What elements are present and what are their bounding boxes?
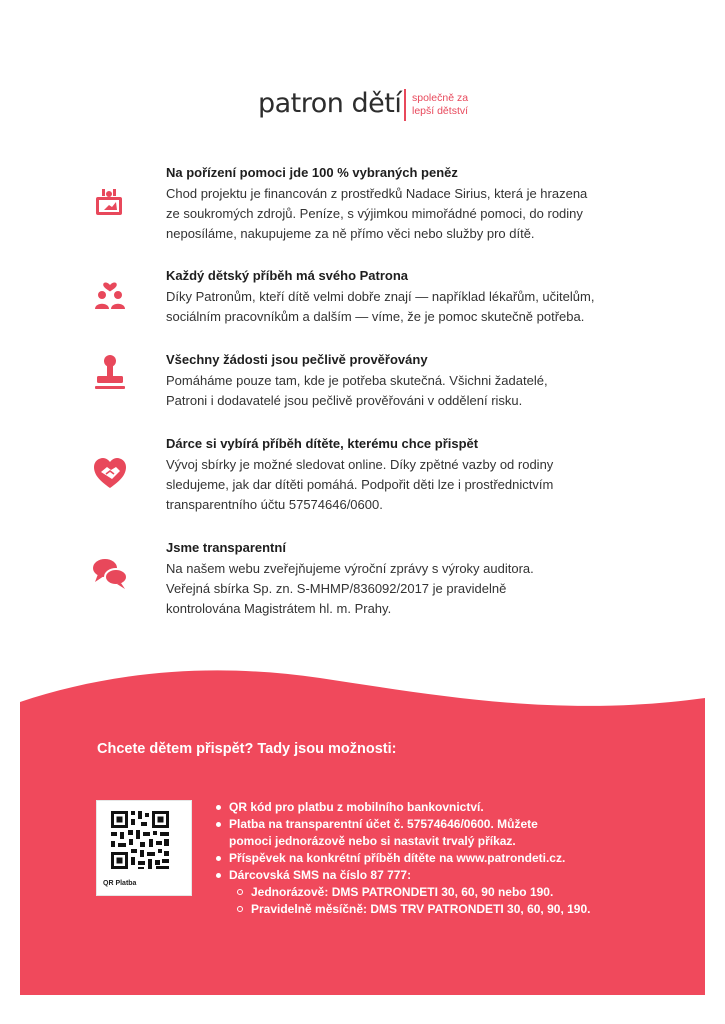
text-line: kontrolována Magistrátem hl. m. Prahy. — [166, 601, 392, 616]
text-line: Patroni i dodavatelé jsou pečlivě prověřováni v oddělení risku. — [166, 393, 523, 408]
qr-label: QR Platba — [103, 880, 137, 887]
feature-patron-text — [166, 287, 686, 327]
text-line: neposíláme, nakupujeme za ně přímo věci nebo služby pro dítě. — [166, 226, 535, 241]
speech-bubbles-icon — [90, 553, 130, 593]
feature-funding-title: Na pořízení pomoci jde 100 % vybraných peněz — [166, 165, 458, 180]
text-line: Pomáháme pouze tam, kde je potřeba skutečná. Všichni žadatelé, — [166, 373, 548, 388]
text-line: sociálním pracovníkům a dalším — víme, že je pomoc skutečně potřeba. — [166, 309, 585, 324]
heart-handshake-icon — [90, 452, 130, 492]
feature-verified-text — [166, 371, 686, 411]
logo-tagline-line-2: lepší dětství — [412, 105, 469, 117]
text-line: sledujeme, jak dar dítěti pomáhá. Podpořit děti lze i prostřednictvím — [166, 477, 554, 492]
feature-patron-title: Každý dětský příběh má svého Patrona — [166, 268, 409, 283]
donate-title: Chcete dětem přispět? Tady jsou možnosti: — [97, 741, 397, 757]
option-sms: Dárcovská SMS na číslo 87 777: — [213, 867, 693, 884]
feature-donor-choice-title: Dárce si vybírá příběh dítěte, kterému chce přispět — [166, 436, 479, 451]
option-transfer-cont: pomoci jednorázově nebo si nastavit trvalý příkaz. — [229, 834, 516, 848]
logo-divider — [404, 89, 406, 121]
option-transfer: Platba na transparentní účet č. 57574646/0600. Můžete — [213, 816, 693, 833]
feature-transparent-title: Jsme transparentní — [166, 540, 286, 555]
option-sms-once: Jednorázově: DMS PATRONDETI 30, 60, 90 nebo 190. — [235, 884, 693, 901]
feature-verified-title: Všechny žádosti jsou pečlivě prověřovány — [166, 352, 428, 367]
donate-options — [213, 799, 693, 918]
feature-transparent-text — [166, 559, 686, 619]
text-line: Vývoj sbírky je možné sledovat online. Díky zpětné vazby od rodiny — [166, 457, 554, 472]
people-heart-icon — [90, 273, 130, 313]
feature-funding-text — [166, 184, 686, 244]
logo-tagline-line-1: společně za — [412, 92, 469, 104]
option-qr: QR kód pro platbu z mobilního bankovnictví. — [213, 799, 693, 816]
logo — [0, 86, 725, 126]
feature-donor-choice-text — [166, 455, 686, 515]
text-line: ze soukromých zdrojů. Peníze, s výjimkou mimořádné pomoci, do rodiny — [166, 206, 583, 221]
option-story: Příspěvek na konkrétní příběh dítěte na www.patrondeti.cz. — [213, 850, 693, 867]
logo-tagline — [412, 92, 468, 118]
logo-wordmark: patron dětí — [258, 88, 402, 119]
text-line: Díky Patronům, kteří dítě velmi dobře znají — například lékařům, učitelům, — [166, 289, 595, 304]
text-line: transparentního účtu 57574646/0600. — [166, 497, 383, 512]
text-line: Veřejná sbírka Sp. zn. S-MHMP/836092/2017 je pravidelně — [166, 581, 507, 596]
qr-code-card — [96, 800, 192, 896]
gift-box-icon — [90, 183, 130, 223]
text-line: Chod projektu je financován z prostředků Nadace Sirius, která je hrazena — [166, 186, 588, 201]
text-line: Na našem webu zveřejňujeme výroční zprávy s výroky auditora. — [166, 561, 534, 576]
stamp-icon — [90, 352, 130, 392]
option-sms-monthly: Pravidelně měsíčně: DMS TRV PATRONDETI 30, 60, 90, 190. — [235, 901, 693, 918]
